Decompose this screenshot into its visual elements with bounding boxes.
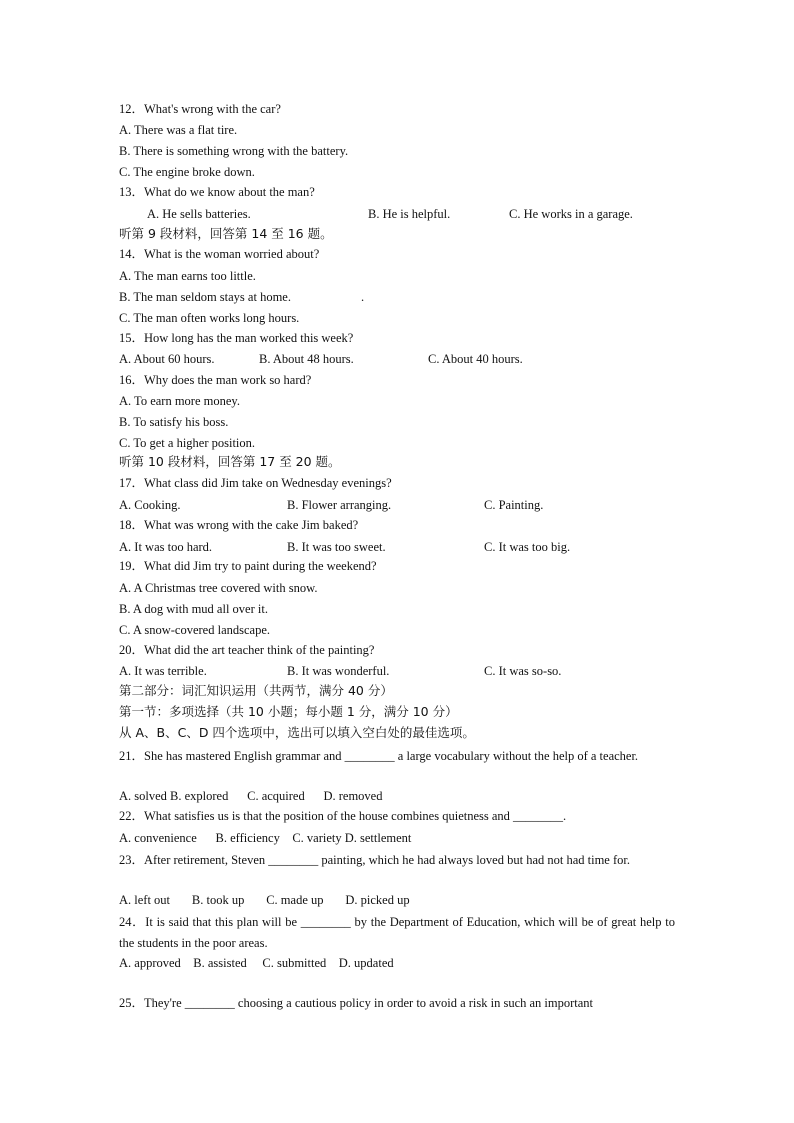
q18-option-b: B. It was too sweet. bbox=[287, 540, 386, 554]
q16-option-b: B. To satisfy his boss. bbox=[119, 415, 229, 429]
section1-heading: 第一节：多项选择（共 10 小题；每小题 1 分，满分 10 分） bbox=[119, 704, 458, 719]
q20-option-a: A. It was terrible. bbox=[119, 664, 207, 678]
q19-question: 19．What did Jim try to paint during the weekend? bbox=[119, 559, 377, 573]
section10-heading: 听第 10 段材料，回答第 17 至 20 题。 bbox=[119, 454, 341, 469]
q18-question: 18．What was wrong with the cake Jim baked? bbox=[119, 518, 359, 532]
q13-option-c: C. He works in a garage. bbox=[509, 207, 633, 221]
q13-option-b: B. He is helpful. bbox=[368, 207, 451, 221]
q14-question: 14．What is the woman worried about? bbox=[119, 247, 320, 261]
q20-option-c: C. It was so-so. bbox=[484, 664, 562, 678]
q14-stray-mark: . bbox=[361, 290, 365, 304]
q24-options: A. approved B. assisted C. submitted D. updated bbox=[119, 956, 394, 970]
q20-question: 20．What did the art teacher think of the painting? bbox=[119, 643, 375, 657]
q24-question: 24．It is said that this plan will be ________ by the Department of Education, which will be of great help to the students in the poor areas. bbox=[119, 915, 675, 950]
q15-question: 15．How long has the man worked this week? bbox=[119, 331, 354, 345]
q20-option-b: B. It was wonderful. bbox=[287, 664, 390, 678]
q17-option-b: B. Flower arranging. bbox=[287, 498, 392, 512]
q15-option-a: A. About 60 hours. bbox=[119, 352, 215, 366]
q13-option-a: A. He sells batteries. bbox=[147, 207, 251, 221]
q21-question: 21．She has mastered English grammar and ________ a large vocabulary without the help of a teacher. bbox=[119, 749, 639, 763]
q16-option-a: A. To earn more money. bbox=[119, 394, 240, 408]
q16-question: 16．Why does the man work so hard? bbox=[119, 373, 312, 387]
q16-option-c: C. To get a higher position. bbox=[119, 436, 256, 450]
q15-option-c: C. About 40 hours. bbox=[428, 352, 523, 366]
q13-question: 13．What do we know about the man? bbox=[119, 185, 315, 199]
q23-question: 23．After retirement, Steven ________ painting, which he had always loved but had not had time for. bbox=[119, 853, 630, 867]
q17-option-a: A. Cooking. bbox=[119, 498, 181, 512]
section9-heading: 听第 9 段材料，回答第 14 至 16 题。 bbox=[119, 226, 333, 241]
q15-option-b: B. About 48 hours. bbox=[259, 352, 354, 366]
q25-question: 25．They're ________ choosing a cautious policy in order to avoid a risk in such an important bbox=[119, 996, 594, 1010]
q17-question: 17．What class did Jim take on Wednesday evenings? bbox=[119, 476, 392, 490]
q19-option-b: B. A dog with mud all over it. bbox=[119, 602, 268, 616]
q23-options: A. left out B. took up C. made up D. picked up bbox=[119, 893, 410, 907]
q19-option-c: C. A snow-covered landscape. bbox=[119, 623, 271, 637]
q14-option-b: B. The man seldom stays at home. bbox=[119, 290, 291, 304]
q21-options: A. solved B. explored C. acquired D. removed bbox=[119, 789, 383, 803]
q12-option-b: B. There is something wrong with the battery. bbox=[119, 144, 349, 158]
q18-option-c: C. It was too big. bbox=[484, 540, 571, 554]
q12-option-a: A. There was a flat tire. bbox=[119, 123, 238, 137]
instruction-text: 从 A、B、C、D 四个选项中，选出可以填入空白处的最佳选项。 bbox=[119, 725, 475, 740]
q14-option-a: A. The man earns too little. bbox=[119, 269, 256, 283]
part2-heading: 第二部分：词汇知识运用（共两节，满分 40 分） bbox=[119, 683, 393, 698]
q19-option-a: A. A Christmas tree covered with snow. bbox=[119, 581, 318, 595]
q17-option-c: C. Painting. bbox=[484, 498, 544, 512]
q18-option-a: A. It was too hard. bbox=[119, 540, 213, 554]
q12-question: 12．What's wrong with the car? bbox=[119, 102, 281, 116]
q22-options: A. convenience B. efficiency C. variety D. settlement bbox=[119, 831, 412, 845]
q22-question: 22．What satisfies us is that the position of the house combines quietness and ________. bbox=[119, 809, 567, 823]
q14-option-c: C. The man often works long hours. bbox=[119, 311, 300, 325]
q12-option-c: C. The engine broke down. bbox=[119, 165, 255, 179]
